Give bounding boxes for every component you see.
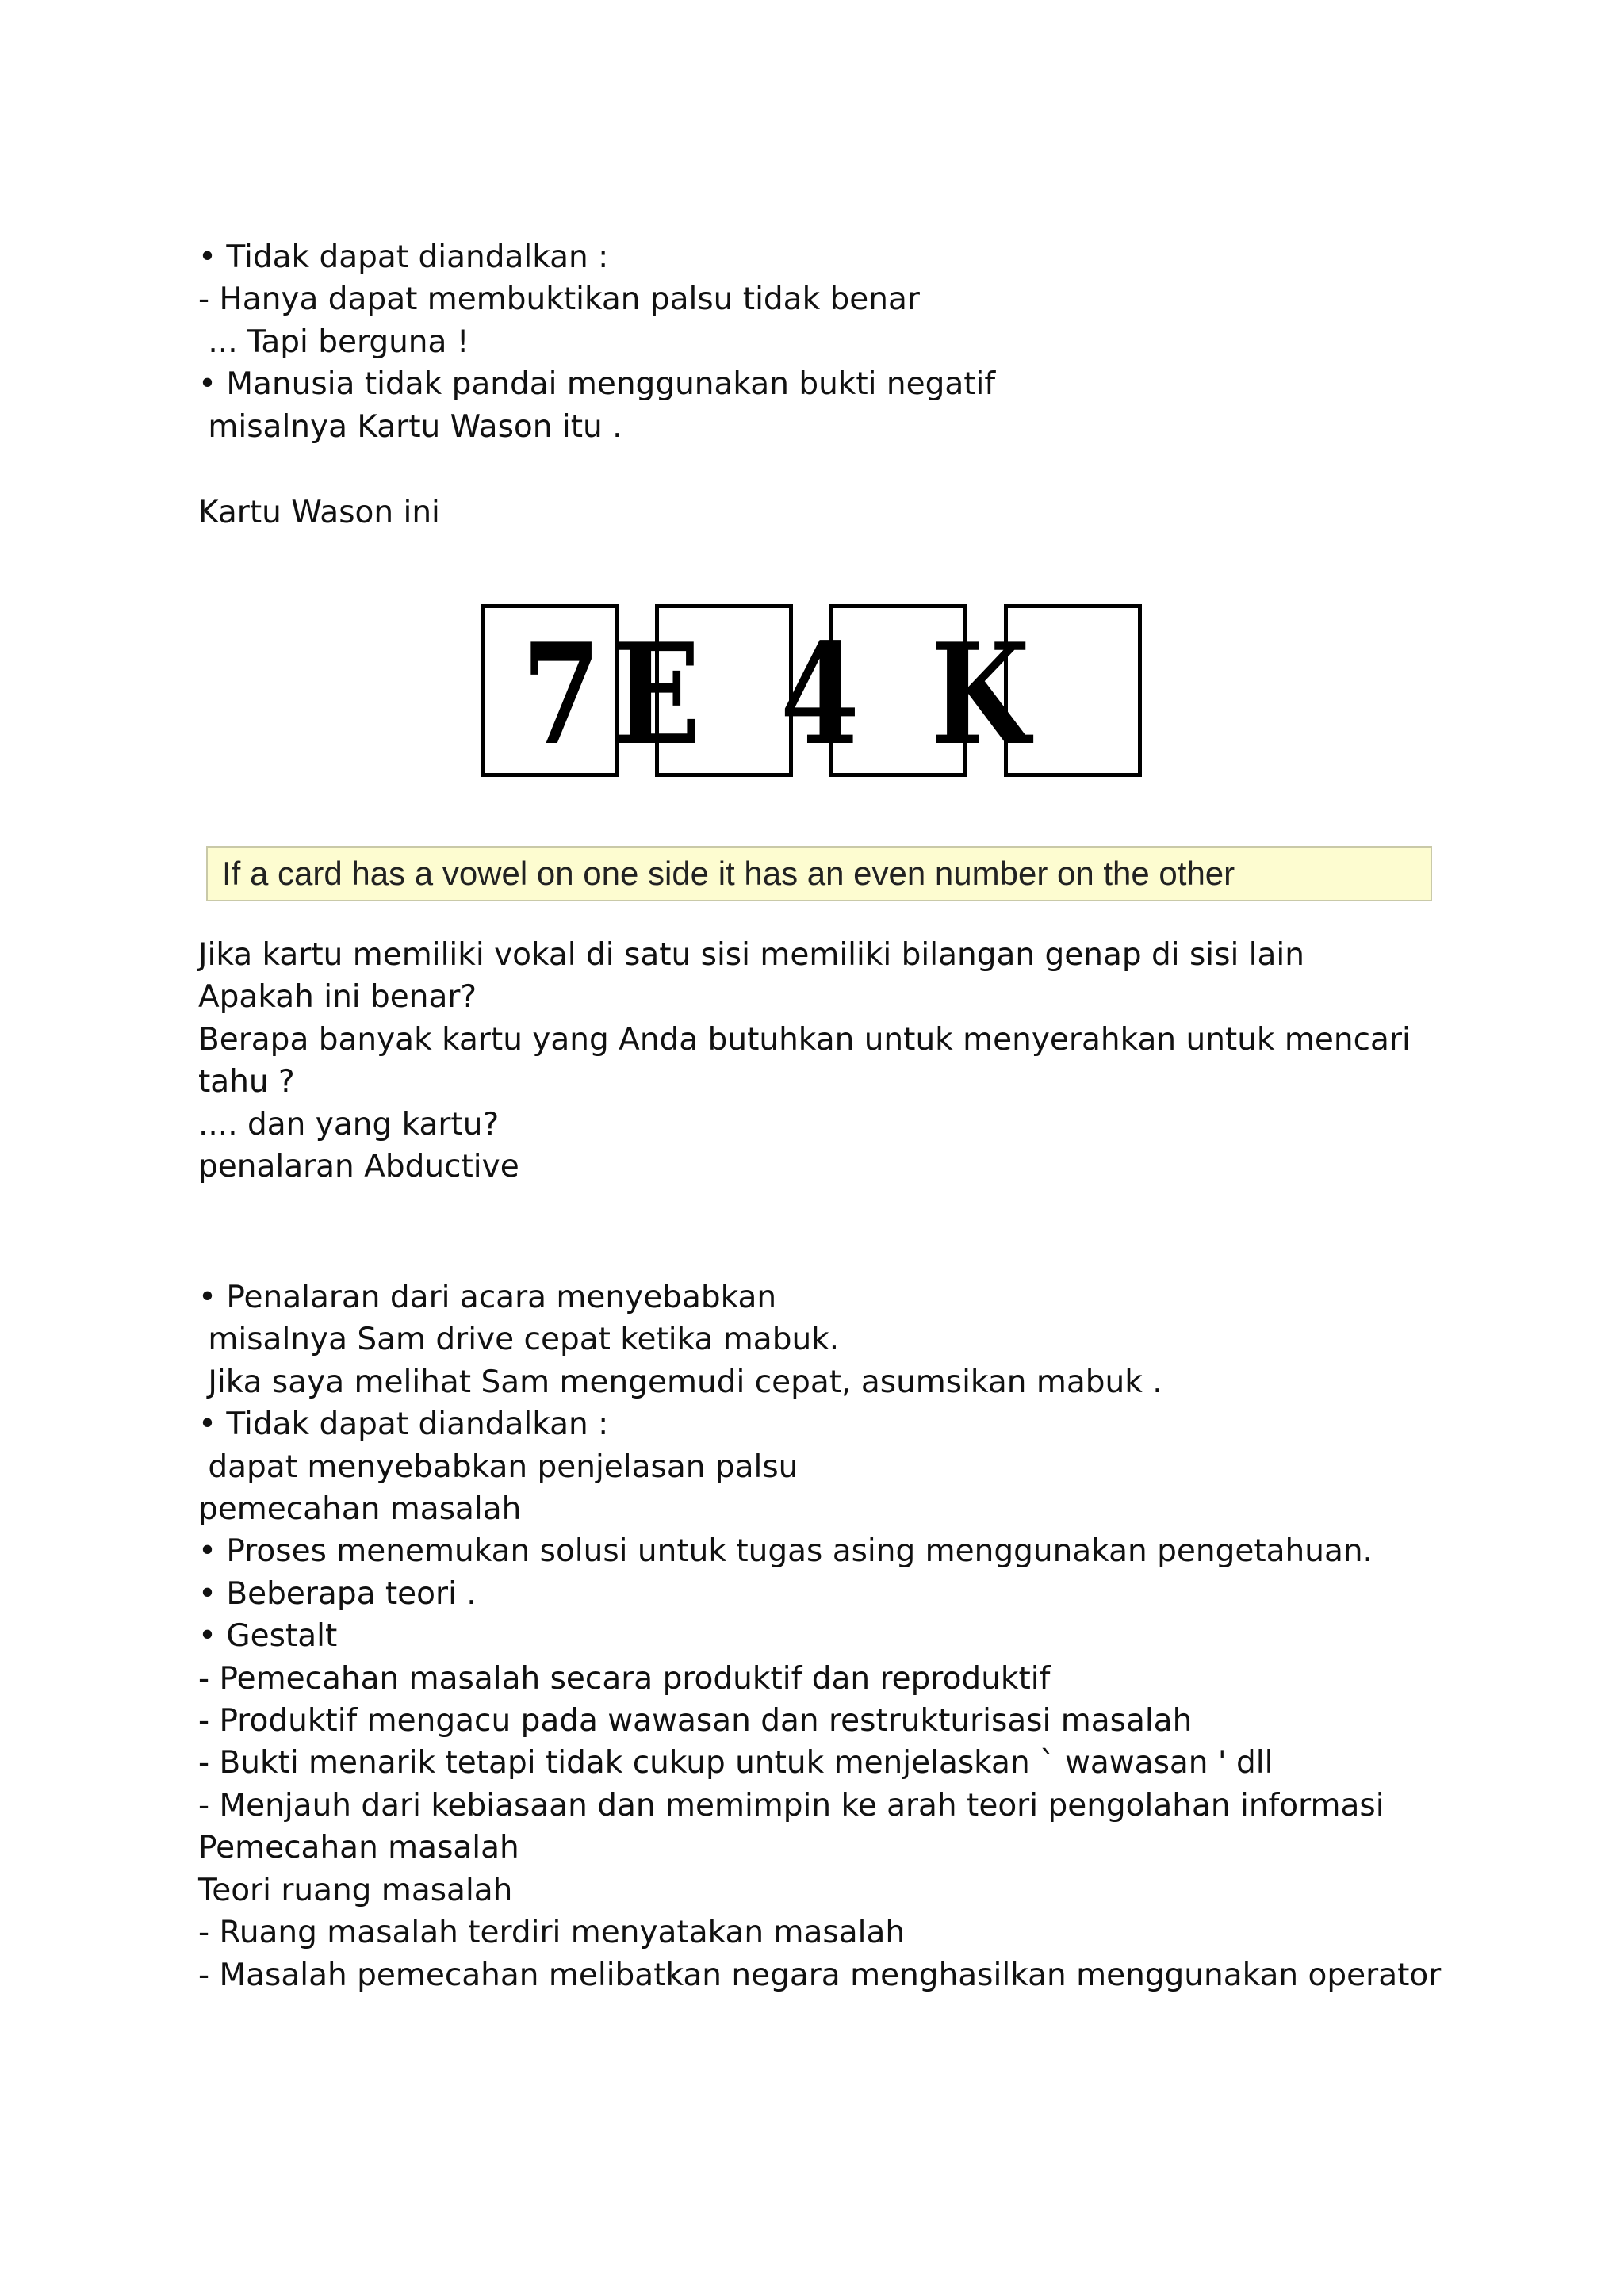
text-line: Kartu Wason ini <box>198 495 440 530</box>
card-face-4: 4 <box>780 614 860 776</box>
text-block-abductive-problem-solving <box>198 1276 1442 1996</box>
text-line: tahu ? <box>198 1064 295 1100</box>
text-block-wason-questions <box>198 934 1435 1188</box>
text-line: - Menjauh dari kebiasaan dan memimpin ke arah teori pengolahan informasi <box>198 1787 1385 1823</box>
text-line: Jika kartu memiliki vokal di satu sisi memiliki bilangan genap di sisi lain <box>198 937 1304 973</box>
text-line: • Manusia tidak pandai menggunakan bukti negatif <box>198 366 996 403</box>
text-block-unreliable <box>198 236 1435 448</box>
text-line: Apakah ini benar? <box>198 979 477 1016</box>
text-line: - Masalah pemecahan melibatkan negara menghasilkan menggunakan operator <box>198 1957 1442 1993</box>
text-line: dapat menyebabkan penjelasan palsu <box>198 1448 799 1485</box>
card-face-k: K <box>931 614 1030 776</box>
card-face-e: E <box>614 614 701 776</box>
text-line: Pemecahan masalah <box>198 1830 519 1866</box>
text-line: pemecahan masalah <box>198 1491 522 1528</box>
text-line: - Bukti menarik tetapi tidak cukup untuk menjelaskan ` wawasan ' dll <box>198 1745 1274 1781</box>
text-line: • Gestalt <box>198 1618 338 1655</box>
text-line: • Tidak dapat diandalkan : <box>198 1406 609 1443</box>
text-line: Teori ruang masalah <box>198 1872 513 1908</box>
rule-banner <box>206 846 1432 901</box>
text-line: - Pemecahan masalah secara produktif dan reproduktif <box>198 1660 1051 1697</box>
text-line: Berapa banyak kartu yang Anda butuhkan untuk menyerahkan untuk mencari <box>198 1021 1411 1058</box>
wason-cards-figure <box>481 604 1147 783</box>
text-line: penalaran Abductive <box>198 1149 519 1185</box>
text-line: misalnya Sam drive cepat ketika mabuk. <box>198 1322 840 1358</box>
text-line: • Proses menemukan solusi untuk tugas asing menggunakan pengetahuan. <box>198 1533 1373 1570</box>
text-line: - Hanya dapat membuktikan palsu tidak benar <box>198 281 920 318</box>
text-line: - Ruang masalah terdiri menyatakan masalah <box>198 1915 906 1951</box>
text-line: ... Tapi berguna ! <box>198 323 469 360</box>
text-line: Jika saya melihat Sam mengemudi cepat, asumsikan mabuk . <box>198 1364 1162 1400</box>
text-line: .... dan yang kartu? <box>198 1106 500 1142</box>
text-line: • Beberapa teori . <box>198 1575 477 1612</box>
text-line: misalnya Kartu Wason itu . <box>198 408 622 445</box>
rule-text: If a card has a vowel on one side it has an even number on the other <box>222 855 1235 892</box>
card-face-7: 7 <box>522 614 601 776</box>
text-line: - Produktif mengacu pada wawasan dan restrukturisasi masalah <box>198 1703 1193 1739</box>
text-line: • Tidak dapat diandalkan : <box>198 239 609 275</box>
text-line: • Penalaran dari acara menyebabkan <box>198 1280 777 1315</box>
text-block-wason-heading <box>198 492 1435 534</box>
